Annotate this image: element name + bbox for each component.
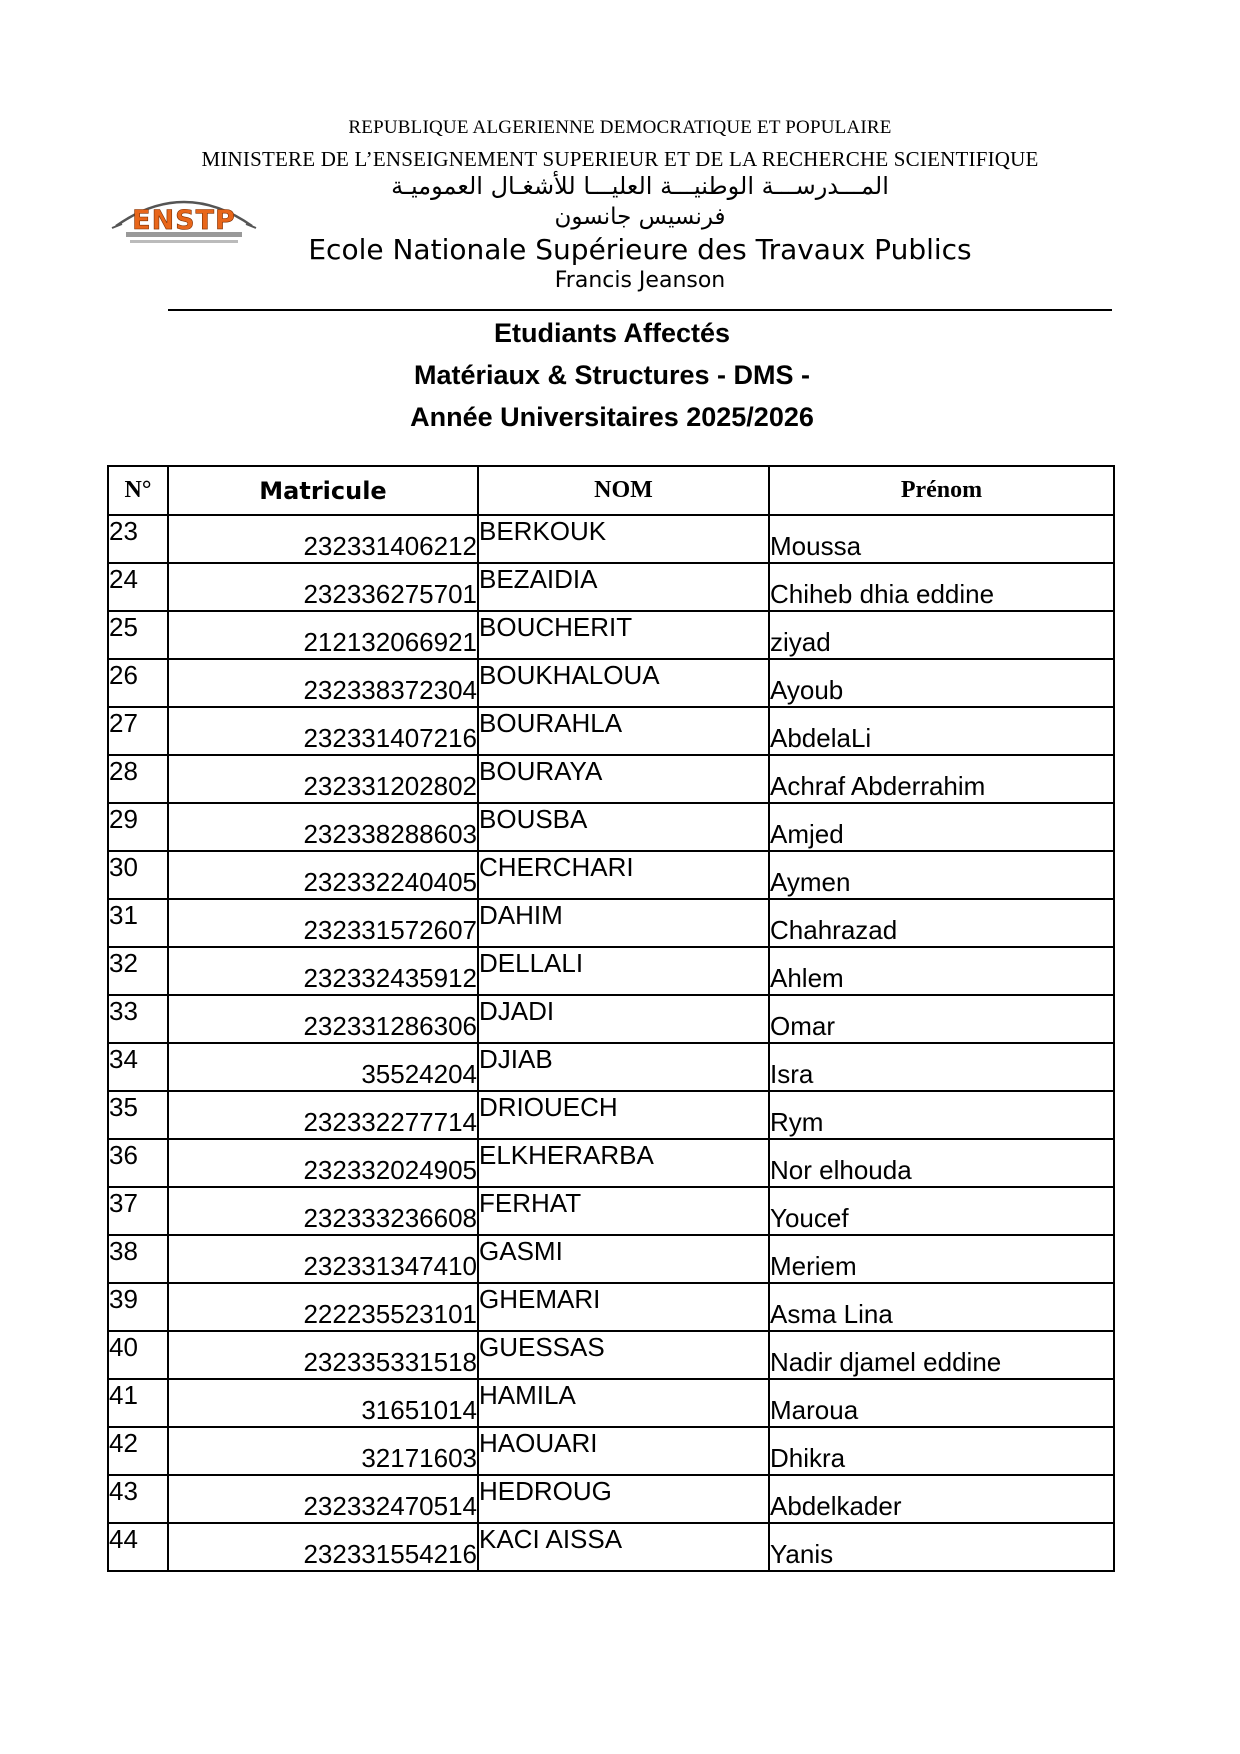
cell-nom: BOURAYA [478,755,769,803]
cell-nom: HAOUARI [478,1427,769,1475]
francis-jeanson-french: Francis Jeanson [554,268,726,293]
cell-matricule: 232331572607 [168,899,478,947]
cell-nom: DJADI [478,995,769,1043]
cell-matricule: 232331407216 [168,707,478,755]
cell-number: 34 [108,1043,168,1091]
table-row [108,1523,1114,1571]
cell-matricule: 232335331518 [168,1331,478,1379]
cell-prenom: Maroua [769,1379,1114,1427]
enstp-logo [108,184,260,250]
republic-header: REPUBLIQUE ALGERIENNE DEMOCRATIQUE ET POPULAIRE [348,117,892,138]
cell-nom: DRIOUECH [478,1091,769,1139]
cell-matricule: 212132066921 [168,611,478,659]
cell-number: 28 [108,755,168,803]
cell-matricule: 232338288603 [168,803,478,851]
cell-matricule: 32171603 [168,1427,478,1475]
table-row [108,1235,1114,1283]
cell-matricule: 232331406212 [168,515,478,563]
header-divider [168,309,1112,311]
cell-matricule: 232332277714 [168,1091,478,1139]
cell-prenom: Ahlem [769,947,1114,995]
cell-nom: BEZAIDIA [478,563,769,611]
cell-nom: KACI AISSA [478,1523,769,1571]
cell-matricule: 232332240405 [168,851,478,899]
cell-matricule: 232333236608 [168,1187,478,1235]
cell-prenom: Nadir djamel eddine [769,1331,1114,1379]
table-row [108,755,1114,803]
table-row [108,611,1114,659]
cell-number: 26 [108,659,168,707]
cell-number: 27 [108,707,168,755]
cell-number: 23 [108,515,168,563]
cell-nom: HEDROUG [478,1475,769,1523]
cell-nom: ELKHERARBA [478,1139,769,1187]
cell-nom: BOURAHLA [478,707,769,755]
cell-prenom: Omar [769,995,1114,1043]
cell-prenom: Achraf Abderrahim [769,755,1114,803]
cell-number: 40 [108,1331,168,1379]
cell-matricule: 232331202802 [168,755,478,803]
cell-prenom: Dhikra [769,1427,1114,1475]
cell-prenom: Nor elhouda [769,1139,1114,1187]
cell-prenom: Asma Lina [769,1283,1114,1331]
cell-matricule: 232331347410 [168,1235,478,1283]
ministry-header: MINISTERE DE L’ENSEIGNEMENT SUPERIEUR ET DE LA RECHERCHE SCIENTIFIQUE [201,147,1039,171]
cell-nom: BOUCHERIT [478,611,769,659]
col-header-matricule: Matricule [168,466,478,515]
table-row [108,707,1114,755]
table-row [108,1043,1114,1091]
cell-prenom: Aymen [769,851,1114,899]
school-name-arabic: المـــدرســـة الوطنيـــة العليـــا للأشغـال العموميـة [391,172,889,200]
cell-number: 41 [108,1379,168,1427]
cell-nom: GUESSAS [478,1331,769,1379]
cell-number: 25 [108,611,168,659]
cell-nom: GASMI [478,1235,769,1283]
cell-nom: FERHAT [478,1187,769,1235]
cell-number: 36 [108,1139,168,1187]
cell-prenom: Chiheb dhia eddine [769,563,1114,611]
cell-matricule: 222235523101 [168,1283,478,1331]
cell-prenom: Amjed [769,803,1114,851]
table-row [108,947,1114,995]
cell-number: 44 [108,1523,168,1571]
cell-nom: DELLALI [478,947,769,995]
students-table [107,465,1115,1572]
cell-prenom: Rym [769,1091,1114,1139]
cell-matricule: 35524204 [168,1043,478,1091]
cell-nom: DJIAB [478,1043,769,1091]
cell-prenom: Chahrazad [769,899,1114,947]
academic-year-title: Année Universitaires 2025/2026 [410,402,814,432]
cell-matricule: 232332435912 [168,947,478,995]
cell-prenom: Abdelkader [769,1475,1114,1523]
cell-number: 32 [108,947,168,995]
table-row [108,1331,1114,1379]
col-header-nom: NOM [478,466,769,515]
cell-matricule: 232331554216 [168,1523,478,1571]
cell-number: 35 [108,1091,168,1139]
cell-matricule: 31651014 [168,1379,478,1427]
table-row [108,803,1114,851]
department-title: Matériaux & Structures - DMS - [413,360,811,390]
cell-nom: BOUSBA [478,803,769,851]
cell-nom: DAHIM [478,899,769,947]
cell-prenom: AbdelaLi [769,707,1114,755]
table-row [108,659,1114,707]
table-row [108,515,1114,563]
school-name-french: Ecole Nationale Supérieure des Travaux Publics [308,233,972,266]
table-row [108,1091,1114,1139]
cell-matricule: 232336275701 [168,563,478,611]
cell-number: 24 [108,563,168,611]
cell-nom: GHEMARI [478,1283,769,1331]
cell-number: 38 [108,1235,168,1283]
cell-prenom: Isra [769,1043,1114,1091]
cell-matricule: 232332024905 [168,1139,478,1187]
table-header-row [108,466,1114,515]
cell-nom: BOUKHALOUA [478,659,769,707]
col-header-number: N° [108,466,168,515]
cell-prenom: Youcef [769,1187,1114,1235]
cell-prenom: Meriem [769,1235,1114,1283]
cell-number: 31 [108,899,168,947]
cell-number: 29 [108,803,168,851]
cell-matricule: 232331286306 [168,995,478,1043]
col-header-prenom: Prénom [769,466,1114,515]
list-title: Etudiants Affectés [493,318,731,348]
cell-prenom: Yanis [769,1523,1114,1571]
table-row [108,1379,1114,1427]
cell-number: 42 [108,1427,168,1475]
cell-prenom: ziyad [769,611,1114,659]
cell-prenom: Ayoub [769,659,1114,707]
cell-nom: CHERCHARI [478,851,769,899]
table-row [108,851,1114,899]
cell-number: 30 [108,851,168,899]
logo-text: ENSTP [132,205,236,236]
table-row [108,1427,1114,1475]
cell-matricule: 232332470514 [168,1475,478,1523]
table-row [108,1139,1114,1187]
table-row [108,995,1114,1043]
cell-number: 33 [108,995,168,1043]
cell-prenom: Moussa [769,515,1114,563]
cell-number: 37 [108,1187,168,1235]
cell-number: 39 [108,1283,168,1331]
table-row [108,1283,1114,1331]
cell-nom: BERKOUK [478,515,769,563]
table-row [108,899,1114,947]
cell-number: 43 [108,1475,168,1523]
francis-jeanson-arabic: فرنسيس جانسون [554,204,726,230]
table-row [108,563,1114,611]
table-row [108,1475,1114,1523]
cell-matricule: 232338372304 [168,659,478,707]
cell-nom: HAMILA [478,1379,769,1427]
table-row [108,1187,1114,1235]
